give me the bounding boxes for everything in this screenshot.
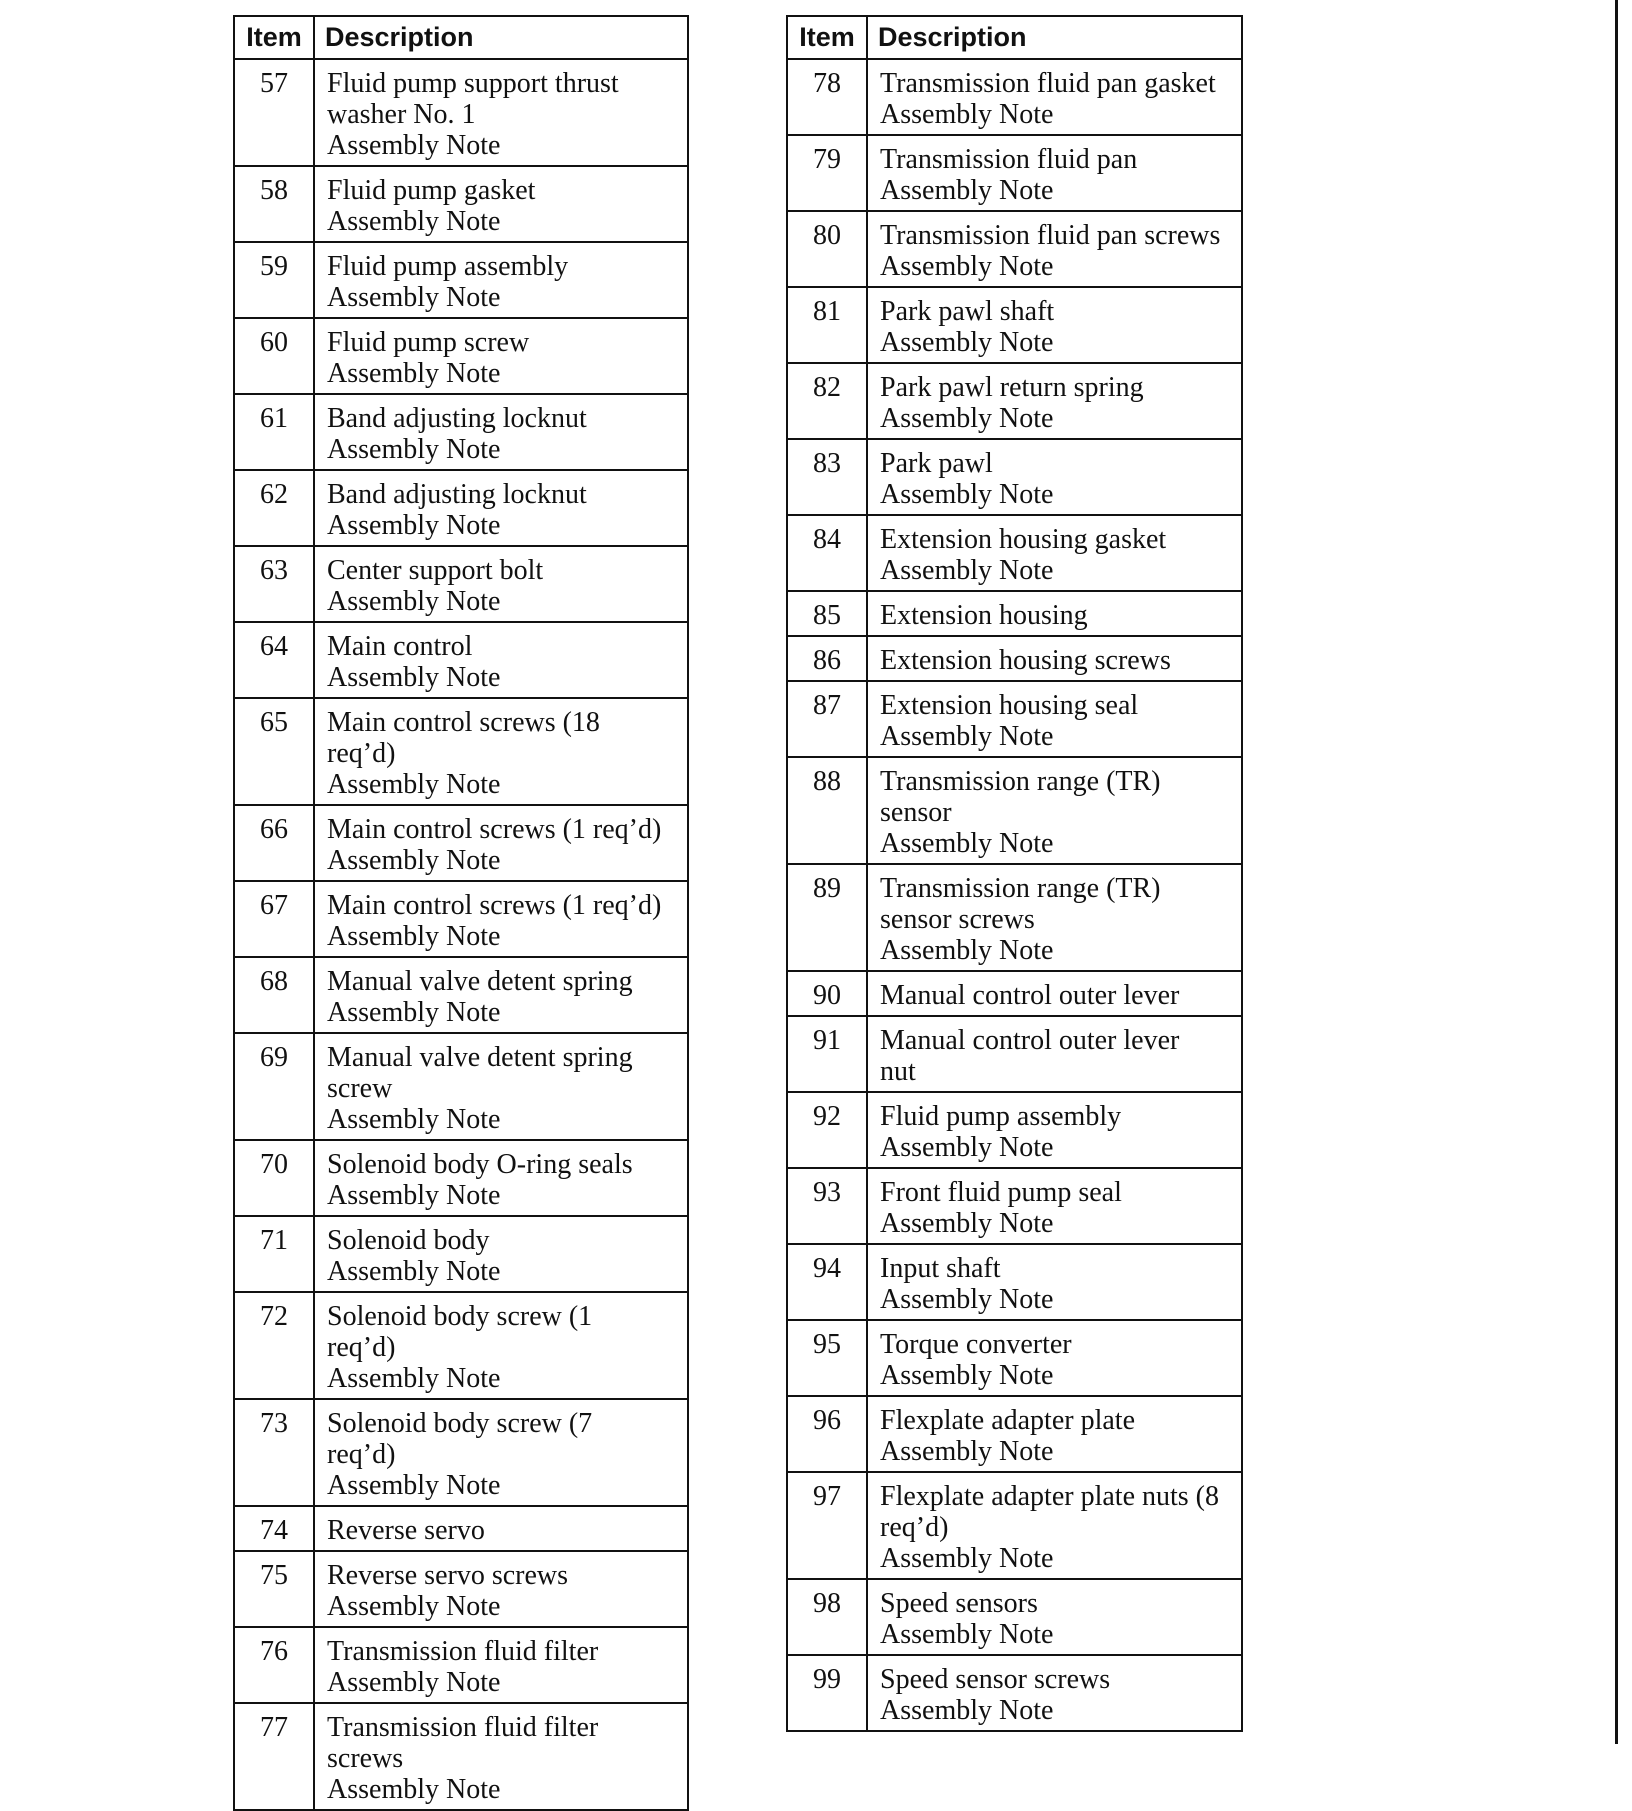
item-description <box>314 59 688 166</box>
table-row <box>787 1655 1242 1731</box>
item-description <box>314 1506 688 1551</box>
item-number: 95 <box>787 1320 867 1396</box>
description-line: req’d) <box>327 1332 396 1363</box>
item-number: 93 <box>787 1168 867 1244</box>
parts-table-right <box>786 15 1243 1732</box>
description-line: Main control screws (18 <box>327 707 600 738</box>
item-description <box>867 287 1242 363</box>
table-row <box>787 681 1242 757</box>
description-line: Transmission fluid pan gasket <box>880 68 1216 99</box>
item-column-header: Item <box>787 16 867 59</box>
description-line: Assembly Note <box>880 555 1054 586</box>
item-number: 72 <box>234 1292 314 1399</box>
description-line: Assembly Note <box>327 662 501 693</box>
description-line: Reverse servo screws <box>327 1560 569 1591</box>
table-row <box>234 1033 688 1140</box>
description-line: Assembly Note <box>327 130 501 161</box>
item-number: 67 <box>234 881 314 957</box>
description-line: Band adjusting locknut <box>327 479 587 510</box>
table-row <box>787 211 1242 287</box>
table-row <box>787 1579 1242 1655</box>
item-number: 86 <box>787 636 867 681</box>
item-number: 74 <box>234 1506 314 1551</box>
description-line: Band adjusting locknut <box>327 403 587 434</box>
item-number: 57 <box>234 59 314 166</box>
description-line: Assembly Note <box>327 282 501 313</box>
item-description <box>867 439 1242 515</box>
description-line: Manual control outer lever <box>880 1025 1180 1056</box>
description-line: Assembly Note <box>327 1470 501 1501</box>
item-description <box>867 591 1242 636</box>
item-column-header: Item <box>234 16 314 59</box>
description-line: Assembly Note <box>880 1543 1054 1574</box>
item-description <box>867 681 1242 757</box>
item-number: 61 <box>234 394 314 470</box>
description-line: Transmission fluid pan <box>880 144 1138 175</box>
description-line: Assembly Note <box>880 1208 1054 1239</box>
table-row <box>787 363 1242 439</box>
item-description <box>314 1216 688 1292</box>
description-line: Fluid pump screw <box>327 327 530 358</box>
table-row <box>787 636 1242 681</box>
item-number: 79 <box>787 135 867 211</box>
table-row <box>234 805 688 881</box>
item-number: 97 <box>787 1472 867 1579</box>
description-line: Main control screws (1 req’d) <box>327 890 662 921</box>
item-description <box>867 757 1242 864</box>
description-line: Assembly Note <box>880 721 1054 752</box>
description-line: Manual valve detent spring <box>327 966 633 997</box>
description-line: Torque converter <box>880 1329 1072 1360</box>
item-number: 62 <box>234 470 314 546</box>
table-row <box>234 1551 688 1627</box>
item-description <box>867 1168 1242 1244</box>
item-description <box>867 1579 1242 1655</box>
item-description <box>867 1396 1242 1472</box>
description-line: Flexplate adapter plate nuts (8 <box>880 1481 1219 1512</box>
description-line: Manual control outer lever <box>880 980 1180 1011</box>
description-line: Assembly Note <box>880 251 1054 282</box>
table-row <box>787 1244 1242 1320</box>
item-number: 84 <box>787 515 867 591</box>
description-line: Assembly Note <box>880 1436 1054 1467</box>
description-line: sensor <box>880 797 952 828</box>
table-row <box>234 957 688 1033</box>
description-line: Assembly Note <box>880 1619 1054 1650</box>
item-description <box>867 1244 1242 1320</box>
description-line: Extension housing gasket <box>880 524 1167 555</box>
item-number: 81 <box>787 287 867 363</box>
item-number: 87 <box>787 681 867 757</box>
item-number: 82 <box>787 363 867 439</box>
item-description <box>867 363 1242 439</box>
description-line: Fluid pump support thrust <box>327 68 619 99</box>
description-line: Assembly Note <box>327 1104 501 1135</box>
description-line: Assembly Note <box>327 1591 501 1622</box>
description-line: Assembly Note <box>327 358 501 389</box>
description-line: Fluid pump assembly <box>327 251 569 282</box>
description-line: Assembly Note <box>880 828 1054 859</box>
description-line: Assembly Note <box>327 1256 501 1287</box>
description-line: Assembly Note <box>880 1284 1054 1315</box>
description-line: Park pawl return spring <box>880 372 1144 403</box>
item-description <box>314 394 688 470</box>
description-line: Manual valve detent spring <box>327 1042 633 1073</box>
description-line: Assembly Note <box>327 845 501 876</box>
description-line: Assembly Note <box>327 1667 501 1698</box>
item-number: 75 <box>234 1551 314 1627</box>
item-number: 83 <box>787 439 867 515</box>
item-number: 66 <box>234 805 314 881</box>
description-line: Assembly Note <box>880 175 1054 206</box>
item-description <box>314 166 688 242</box>
item-description <box>867 211 1242 287</box>
description-line: washer No. 1 <box>327 99 476 130</box>
table-row <box>787 1168 1242 1244</box>
item-description <box>314 242 688 318</box>
parts-table-left <box>233 15 689 1811</box>
table-row <box>234 1399 688 1506</box>
item-description <box>314 1399 688 1506</box>
description-line: Extension housing screws <box>880 645 1171 676</box>
item-description <box>867 515 1242 591</box>
description-line: Assembly Note <box>327 206 501 237</box>
page-edge-rule <box>1615 0 1618 1744</box>
description-column-header: Description <box>314 16 688 59</box>
item-number: 60 <box>234 318 314 394</box>
table-row <box>787 439 1242 515</box>
header-row <box>234 16 688 59</box>
description-line: sensor screws <box>880 904 1035 935</box>
description-line: Flexplate adapter plate <box>880 1405 1135 1436</box>
item-description <box>314 1033 688 1140</box>
description-line: Transmission fluid filter <box>327 1712 599 1743</box>
item-number: 90 <box>787 971 867 1016</box>
item-number: 89 <box>787 864 867 971</box>
item-description <box>867 59 1242 135</box>
item-description <box>867 971 1242 1016</box>
table-row <box>787 287 1242 363</box>
item-number: 70 <box>234 1140 314 1216</box>
item-description <box>867 1655 1242 1731</box>
description-line: Front fluid pump seal <box>880 1177 1122 1208</box>
table-row <box>234 881 688 957</box>
item-number: 99 <box>787 1655 867 1731</box>
description-line: Reverse servo <box>327 1515 485 1546</box>
item-description <box>314 957 688 1033</box>
description-line: Park pawl shaft <box>880 296 1055 327</box>
item-number: 88 <box>787 757 867 864</box>
description-line: Assembly Note <box>327 510 501 541</box>
table-row <box>787 59 1242 135</box>
item-number: 73 <box>234 1399 314 1506</box>
table-row <box>234 1292 688 1399</box>
table-row <box>787 1320 1242 1396</box>
item-number: 85 <box>787 591 867 636</box>
description-line: Transmission fluid pan screws <box>880 220 1221 251</box>
item-number: 69 <box>234 1033 314 1140</box>
item-description <box>314 1627 688 1703</box>
item-description <box>314 318 688 394</box>
item-description <box>314 1292 688 1399</box>
table-row <box>234 59 688 166</box>
description-line: Solenoid body screw (7 <box>327 1408 593 1439</box>
description-line: Assembly Note <box>327 997 501 1028</box>
item-description <box>314 470 688 546</box>
item-description <box>314 881 688 957</box>
description-line: Assembly Note <box>327 1363 501 1394</box>
item-description <box>314 1140 688 1216</box>
description-line: req’d) <box>327 738 396 769</box>
table-row <box>234 622 688 698</box>
item-description <box>314 1703 688 1810</box>
description-line: Assembly Note <box>880 327 1054 358</box>
description-line: Assembly Note <box>327 434 501 465</box>
item-description <box>867 135 1242 211</box>
item-description <box>314 698 688 805</box>
description-line: Assembly Note <box>327 1774 501 1805</box>
item-number: 76 <box>234 1627 314 1703</box>
description-line: Assembly Note <box>880 99 1054 130</box>
table-row <box>787 135 1242 211</box>
table-row <box>234 1216 688 1292</box>
description-line: Assembly Note <box>880 1695 1054 1726</box>
description-line: Extension housing seal <box>880 690 1139 721</box>
table-row <box>234 166 688 242</box>
description-column-header: Description <box>867 16 1242 59</box>
description-line: Assembly Note <box>327 769 501 800</box>
description-line: Main control <box>327 631 473 662</box>
description-line: Speed sensor screws <box>880 1664 1111 1695</box>
description-line: Assembly Note <box>880 1360 1054 1391</box>
item-number: 96 <box>787 1396 867 1472</box>
description-line: Assembly Note <box>327 586 501 617</box>
table-row <box>234 1703 688 1810</box>
table-row <box>787 1016 1242 1092</box>
table-row <box>787 757 1242 864</box>
description-line: Main control screws (1 req’d) <box>327 814 662 845</box>
description-line: Input shaft <box>880 1253 1001 1284</box>
description-line: Extension housing <box>880 600 1088 631</box>
description-line: Fluid pump assembly <box>880 1101 1122 1132</box>
description-line: Transmission range (TR) <box>880 766 1161 797</box>
item-number: 58 <box>234 166 314 242</box>
table-row <box>234 394 688 470</box>
description-line: req’d) <box>327 1439 396 1470</box>
table-row <box>234 1627 688 1703</box>
item-number: 92 <box>787 1092 867 1168</box>
table-row <box>787 864 1242 971</box>
description-line: Solenoid body <box>327 1225 490 1256</box>
description-line: Assembly Note <box>327 1180 501 1211</box>
table-row <box>787 1396 1242 1472</box>
item-number: 77 <box>234 1703 314 1810</box>
item-description <box>867 1472 1242 1579</box>
item-number: 80 <box>787 211 867 287</box>
item-number: 68 <box>234 957 314 1033</box>
description-line: Transmission range (TR) <box>880 873 1161 904</box>
item-description <box>314 622 688 698</box>
description-line: Assembly Note <box>880 935 1054 966</box>
item-description <box>867 636 1242 681</box>
item-description <box>867 1092 1242 1168</box>
table-row <box>234 698 688 805</box>
table-row <box>234 242 688 318</box>
table-row <box>234 1140 688 1216</box>
item-description <box>867 864 1242 971</box>
item-number: 91 <box>787 1016 867 1092</box>
header-row <box>787 16 1242 59</box>
description-line: Solenoid body O-ring seals <box>327 1149 633 1180</box>
description-line: Center support bolt <box>327 555 544 586</box>
item-number: 59 <box>234 242 314 318</box>
description-line: screw <box>327 1073 393 1104</box>
description-line: Assembly Note <box>880 1132 1054 1163</box>
item-description <box>867 1016 1242 1092</box>
item-number: 71 <box>234 1216 314 1292</box>
description-line: Park pawl <box>880 448 993 479</box>
description-line: Speed sensors <box>880 1588 1038 1619</box>
description-line: Assembly Note <box>327 921 501 952</box>
item-number: 98 <box>787 1579 867 1655</box>
item-number: 94 <box>787 1244 867 1320</box>
item-number: 78 <box>787 59 867 135</box>
table-row <box>234 470 688 546</box>
table-row <box>787 971 1242 1016</box>
description-line: Assembly Note <box>880 479 1054 510</box>
description-line: screws <box>327 1743 404 1774</box>
item-description <box>314 805 688 881</box>
item-number: 63 <box>234 546 314 622</box>
item-number: 65 <box>234 698 314 805</box>
item-description <box>314 1551 688 1627</box>
item-number: 64 <box>234 622 314 698</box>
table-row <box>787 1092 1242 1168</box>
item-description <box>867 1320 1242 1396</box>
description-line: req’d) <box>880 1512 949 1543</box>
table-row <box>787 1472 1242 1579</box>
table-row <box>234 1506 688 1551</box>
description-line: Transmission fluid filter <box>327 1636 599 1667</box>
description-line: Solenoid body screw (1 <box>327 1301 593 1332</box>
table-row <box>234 546 688 622</box>
description-line: Fluid pump gasket <box>327 175 536 206</box>
description-line: nut <box>880 1056 916 1087</box>
table-row <box>787 591 1242 636</box>
table-row <box>787 515 1242 591</box>
description-line: Assembly Note <box>880 403 1054 434</box>
table-row <box>234 318 688 394</box>
item-description <box>314 546 688 622</box>
